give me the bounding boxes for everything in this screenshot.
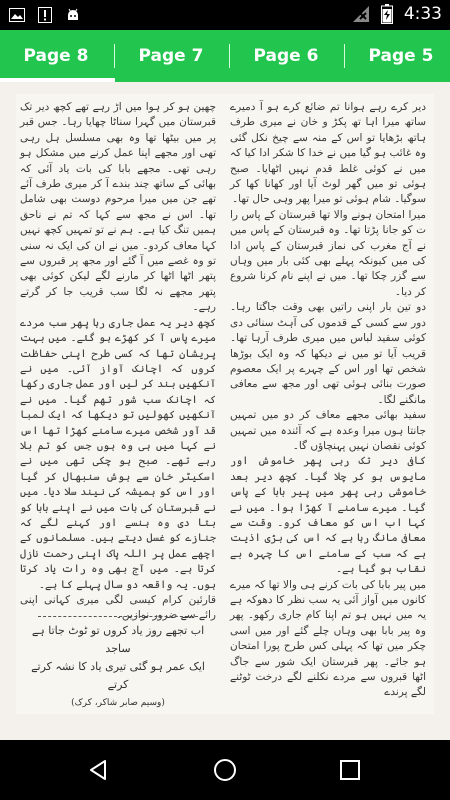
tab-page-7[interactable]: Page 7	[138, 46, 204, 66]
tab-page-8[interactable]: Page 8	[23, 46, 89, 66]
android-icon	[64, 6, 82, 24]
magazine-page-image	[16, 94, 434, 714]
poem-credit: (وسیم صابر شاکر، کرک)	[71, 698, 165, 708]
alert-icon	[36, 6, 54, 24]
image-icon	[8, 6, 26, 24]
page-tab-bar	[0, 30, 450, 82]
page-viewer[interactable]	[0, 82, 450, 740]
back-icon[interactable]	[86, 757, 112, 783]
recents-icon[interactable]	[337, 757, 363, 783]
poem-line-2: ایک عمر ہو گئی تیری یاد کا نشہ کرتے کرتے	[31, 660, 205, 691]
poem-box	[20, 622, 216, 712]
tab-page-5[interactable]: Page 5	[368, 46, 434, 66]
clock: 4:33	[403, 4, 442, 24]
tab-page-6[interactable]: Page 6	[253, 46, 319, 66]
article-column-right: دیر کرے رہے ہوانا تم ضائع کرے ہو آ دمیرے ساتھ میرا اہا تھ پکڑ و خان نے میری طرف ہاتھ بڑھایا تو اس کے منہ سے چیخ نکل گئی وہ غائب ہو گیا میں نے خدا کا شکر ادا کیا کہ میں نے کوئی غلط قدم نہیں اٹھایا۔ صبح ہوئی تو میں گھر لوٹ آیا اور کھانا کھا کر سوگیا۔ شام ہوئی تو میرا پھر وہی حال تھا۔ میرا امتحان ہونے والا تھا قبرستان کے پاس را ت کو جانا پڑتا تھا۔ وہ قبرستان کے پاس میں نے آج مغرب کی نماز قبرستان کے پاس ادا کی میں کیونکہ پہلے بھی کئی بار میں وہاں سے گزر چکا تھا۔ میں نے اپنے نام کرنا شروع کر دیا۔ دو تین بار اپنی راتیں بھی وقت جاگتا رہا۔ دور سے کسی کے قدموں کی آہٹ سنائی دی کوئی سفید لباس میں میری طرف آرہا تھا۔ قریب آیا تو میں نے دیکھا کہ وہ ایک بوڑھا شخص تھا اور اس کے چہرے پر ایک معصوم صورت بنائی ہوئی تھی اور مجھ سے معافی مانگنے لگا۔ سفید بھائی مجھے معاف کر دو میں تمہیں جانتا ہوں میرا وعدہ ہے کہ آئندہ میں تمہیں کوئی نقصان نہیں پہنچاؤں گا۔ کافی دیر تک رہی پھر خاموش اور مایوس ہو کر چلا گیا۔ کچھ دیر بعد خاموشی رہی پھر میں پیر بابا کے پاس گیا۔ میرے سامنے آ کھڑا ہوا۔ میں نے کہا اب اس کو معاف کرو۔ وقت سے معافی مانگ رہا ہے کہ اس کی بڑی اذیت ہے کہ سب کے سامنے اس کا چہرہ بے نقاب ہو گیا ہے۔ میں پیر بابا کی بات کرنے ہی والا تھا کہ میرے کانوں میں آواز آئی یہ سب نظر کا دھوکہ ہے یہ میں نہیں ہو تم اپنا کام جاری رکھو۔ پھر وہ پیر بابا بھی وہاں چلے گئے اور میں اسی چکر میں تھا کہ پہلی کس طرح پورا امتحان ہو جائے۔ پھر قبرستان ایک شور سے جاگ اٹھا قبروں سے مردے نکلنے لگے درخت ٹوٹنے لگے پرندے	[230, 101, 426, 699]
article-column-left: چھین ہو کر ہوا میں اڑ رہے تھے کچھ دیر تک قبرستان میں گہرا سناٹا چھایا رہا۔ جس قبر پر میں بیٹھا تھا وہ بھی مسلسل ہل رہی تھی اور مجھے اپنا عمل کرنے میں مشکل ہو رہی تھی۔ مجھے بابا کی بات یاد آئی کہ بھائی کے ساتھ چند بندے آ کر میری طرف آئے تھے جن میں میرا مرحوم دوست بھی شامل تھا۔ اس نے مجھ سے کہا کہ تم نے ناحق ہمیں تنگ کیا ہے۔ ہم نے تو تمہیں کچھ نہیں کہا معاف کردو۔ میں نے ان کی ایک نہ سنی تو وہ غصے میں آ گئے اور مجھ پر قبروں سے پتھر اٹھا اٹھا کر مارنے لگے لیکن کوئی بھی پتھر مجھے نہ لگا سب قریب جا کر گرتے رہے۔ کچھ دیر یہ عمل جاری رہا پھر سب مردے میرے پاس آ کر کھڑے ہو گئے۔ میں بہت پریشان تھا کہ کسی طرح اپنی حفاظت کروں کہ اچانک آواز آئی۔ میں نے آنکھیں بند کر لیں اور عمل جاری رکھا کہ اچانک سب شور تھم گیا۔ میں نے آنکھیں کھولیں تو دیکھا کہ ایک لمبا قد آور شخص میرے سامنے کھڑا تھا اس نے کہا میں ہی وہ ہوں جس کو تم بلا رہے تھے۔ صبح ہو چکی تھی میں نے اسکیٹر خان سے ہوش سنبھال کر گیا اور اس کو ہمیشہ کی نیند سلا دیا۔ میں نے قبرستان کی بات میں نے اپنے بابا کو بتا دی وہ ہنسے اور کہنے لگے کہ جنازے کو غسل دیتے ہیں۔ مسلمانوں کے اچھے عمل پر اللہ پاک اپنی رحمت نازل کرتا ہے۔ میں آج بھی وہ رات یاد کرتا ہوں۔ یہ واقعہ دو سال پہلے کا ہے۔ قارئین کرام کیسی لگی میری کہانی اپنی رائے سے ضرور نوازیں۔	[20, 101, 216, 622]
poem-line-1: اب تجھے روز یاد کروں تو ٹوٹ جاتا ہے ساجد	[31, 624, 205, 655]
home-icon[interactable]	[212, 757, 238, 783]
battery-icon	[378, 5, 396, 23]
divider	[38, 616, 198, 617]
navigation-bar	[0, 740, 450, 800]
status-bar	[0, 0, 450, 30]
signal-no-sim-icon	[352, 5, 370, 23]
